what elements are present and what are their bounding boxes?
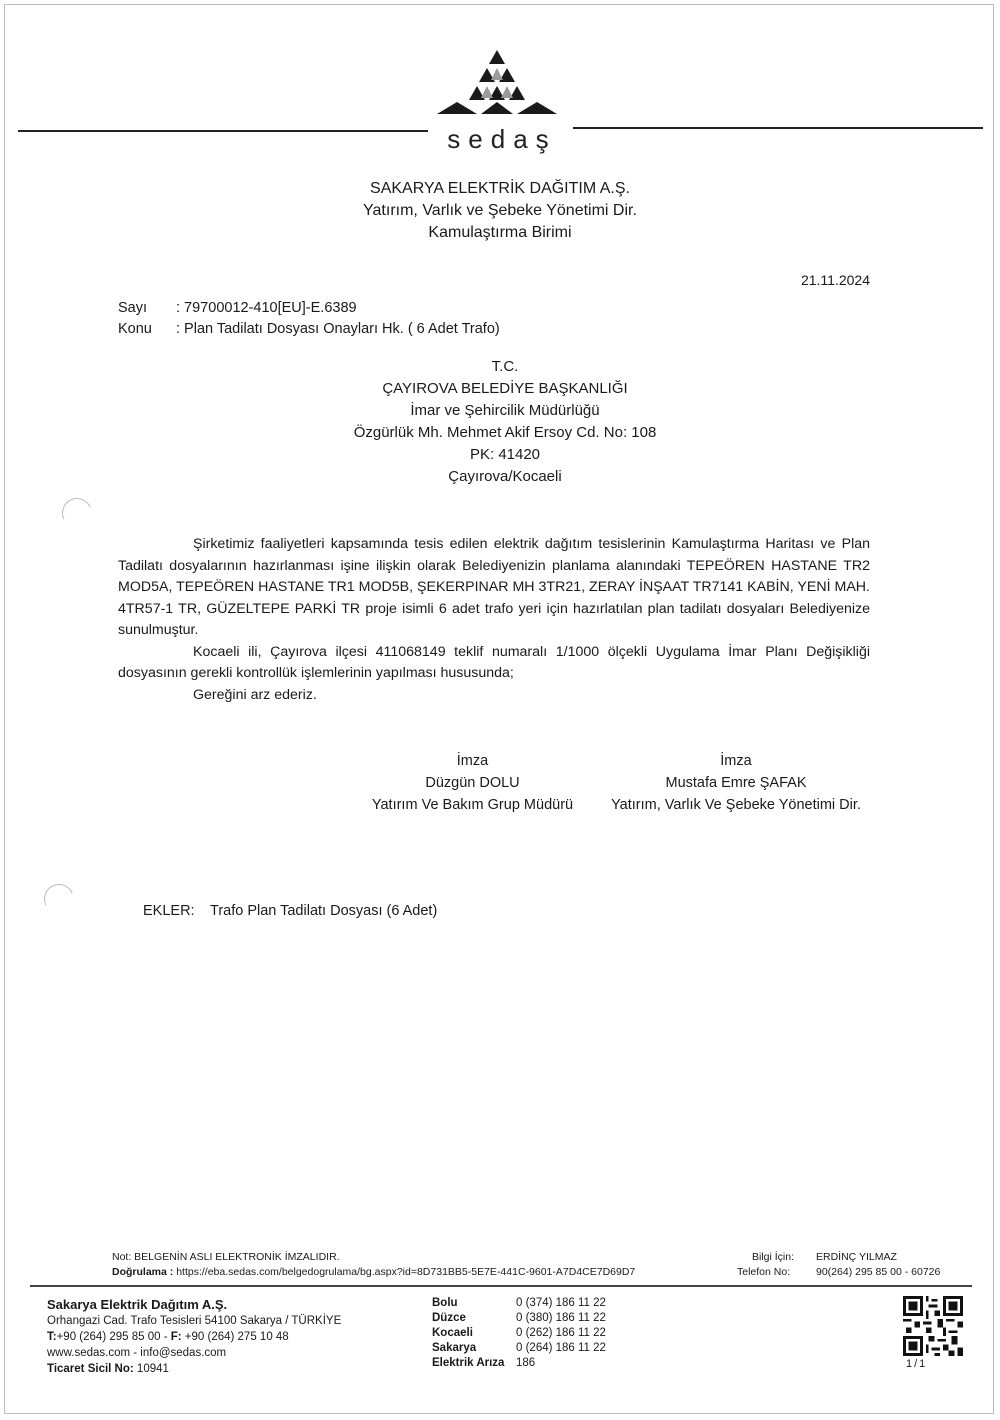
recipient-line: Özgürlük Mh. Mehmet Akif Ersoy Cd. No: 108 [353,424,657,441]
branch-name: Elektrik Arıza [432,1357,505,1369]
branch-name: Düzce [432,1312,466,1324]
document-date: 21.11.2024 [800,272,870,288]
branch-phone: 0 (262) 186 11 22 [516,1327,606,1339]
konu-value: : Plan Tadilatı Dosyası Onayları Hk. ( 6 Adet Trafo) [176,321,500,337]
recipient-line: Çayırova/Kocaeli [448,468,562,485]
attachments-value: Trafo Plan Tadilatı Dosyası (6 Adet) [210,903,438,919]
konu-label: Konu [118,321,152,337]
sayi-value: : 79700012-410[EU]-E.6389 [176,300,357,316]
letterhead [0,178,1000,244]
electronic-signature-note: Not: BELGENİN ASLI ELEKTRONİK İMZALIDIR. [112,1251,340,1263]
signature-block-2 [608,750,864,816]
company-name: SAKARYA ELEKTRİK DAĞITIM A.Ş. [370,180,630,197]
footer-address: Orhangazi Cad. Trafo Tesisleri 54100 Sakarya / TÜRKİYE [47,1315,342,1327]
footer-web-email[interactable]: www.sedas.com - info@sedas.com [47,1347,227,1359]
body-paragraph: Gereğini arz ederiz. [193,686,317,703]
branch-name: Kocaeli [432,1327,473,1339]
department-name: Yatırım, Varlık ve Şebeke Yönetimi Dir. [363,202,637,219]
attachments-label: EKLER: [143,903,195,919]
recipient-line: PK: 41420 [469,446,541,463]
footer-phone-fax: T:+90 (264) 295 85 00 - F: +90 (264) 275 10 48 [47,1331,289,1343]
signer-title: Yatırım Ve Bakım Grup Müdürü [371,797,574,813]
branch-phone: 186 [516,1357,536,1369]
recipient-line: ÇAYIROVA BELEDİYE BAŞKANLIĞI [382,380,628,397]
signature-block-1 [355,750,590,816]
fax-value: +90 (264) 275 10 48 [184,1331,289,1343]
tel-value: +90 (264) 295 85 00 [56,1331,161,1343]
info-label: Bilgi İçin: [752,1251,795,1263]
signature-label: İmza [720,753,752,769]
info-name: ERDİNÇ YILMAZ [816,1251,897,1263]
branch-name: Sakarya [432,1342,477,1354]
signer-name: Mustafa Emre ŞAFAK [665,775,807,791]
phone-value: 90(264) 295 85 00 - 60726 [816,1266,941,1278]
sedas-logo-icon [437,50,557,120]
body-paragraph: Kocaeli ili, Çayırova ilçesi 411068149 teklif numaralı 1/1000 ölçekli Uygulama İmar Planı Değişikliği dosyasının gerekli kontrollük işlemlerinin yapılması hususunda; [118,643,870,681]
signer-name: Düzgün DOLU [425,775,520,791]
registry-value: 10941 [136,1363,169,1375]
recipient-line: İmar ve Şehircilik Müdürlüğü [410,402,600,419]
registry-label: Ticaret Sicil No: [47,1363,134,1375]
unit-name: Kamulaştırma Birimi [428,224,572,241]
verify-label: Doğrulama : [112,1266,174,1278]
branch-name: Bolu [432,1297,458,1309]
branch-phone: 0 (380) 186 11 22 [516,1312,606,1324]
footer-divider [30,1285,972,1287]
header-rule-right [573,127,983,129]
brand-name: sedaş [447,124,557,154]
branch-phone: 0 (264) 186 11 22 [516,1342,606,1354]
phone-label: Telefon No: [737,1266,791,1278]
sayi-label: Sayı [118,300,148,316]
tel-label: T: [47,1331,57,1343]
fax-label: F: [170,1331,182,1343]
branch-phone: 0 (374) 186 11 22 [516,1297,606,1309]
signer-title: Yatırım, Varlık Ve Şebeke Yönetimi Dir. [611,797,861,813]
letter-body [118,534,870,706]
verify-url[interactable]: https://eba.sedas.com/belgedogrulama/bg.aspx?id=8D731BB5-5E7E-441C-9601-A7D4CE7D69D7 [176,1266,636,1278]
header-rule-left [18,130,428,132]
page-number: 1/1 [906,1358,928,1370]
footer-company: Sakarya Elektrik Dağıtım A.Ş. [47,1297,228,1312]
qr-code-icon [903,1296,963,1356]
recipient-block [5,356,1000,488]
recipient-line: T.C. [491,358,519,375]
body-paragraph: Şirketimiz faaliyetleri kapsamında tesis edilen elektrik dağıtım tesislerinin Kamulaştırma Haritası ve Plan Tadilatı dosyalarının hazırlanması işine ilişkin olarak Belediyenizin planlama alanındaki TEPEÖREN HASTANE TR2 MOD5A, TEPEÖREN HASTANE TR1 MOD5B, ŞEKERPINAR MH 3TR21, ZERAY İNŞAAT TR7141 KABİN, YENİ MAH. 4TR57-1 TR, GÜZELTEPE PARKİ TR proje isimli 6 adet trafo yeri için hazırlatılan plan tadilatı dosyaları Belediyenize sunulmuştur. [118,536,870,638]
signature-label: İmza [456,753,489,769]
